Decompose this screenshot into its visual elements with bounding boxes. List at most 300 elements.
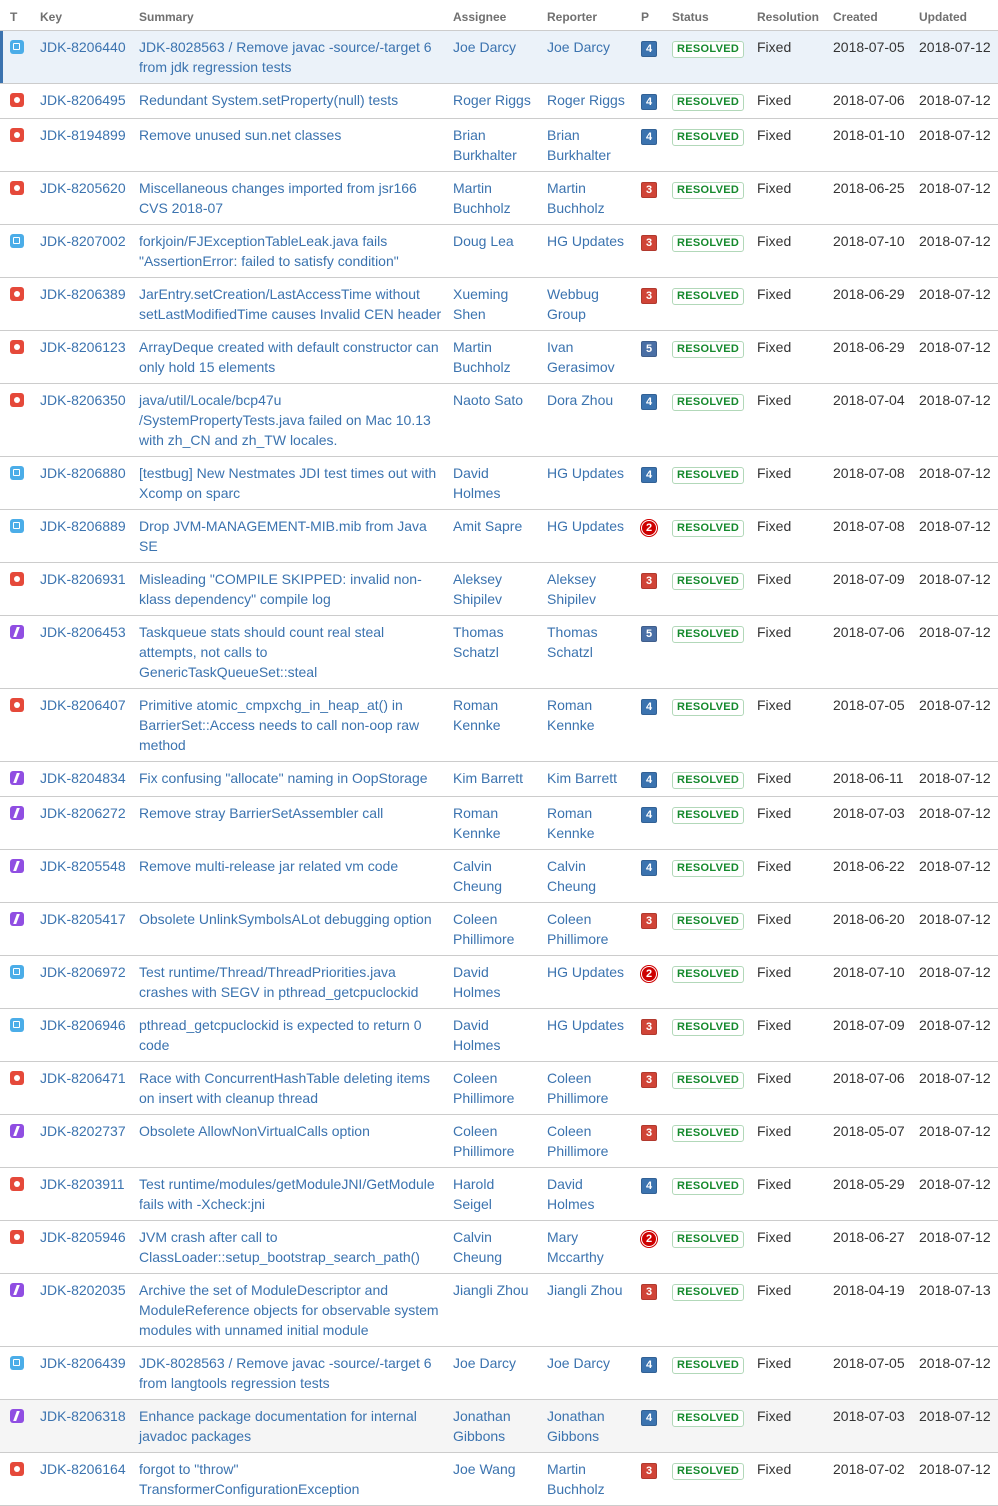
- status-badge: RESOLVED: [672, 1178, 744, 1195]
- created-cell: 2018-07-06: [827, 84, 913, 119]
- table-row[interactable]: [0, 457, 998, 510]
- bug-icon[interactable]: [10, 128, 24, 142]
- issue-key-link[interactable]: JDK-8206931: [40, 571, 126, 587]
- reporter-link[interactable]: Joe Darcy: [547, 39, 611, 55]
- column-header-priority[interactable]: P: [635, 0, 666, 31]
- created-cell: 2018-06-11: [827, 762, 913, 797]
- column-header-summary[interactable]: Summary: [133, 0, 447, 31]
- type-cell: [0, 1274, 34, 1347]
- type-cell: [0, 903, 34, 956]
- reporter-link[interactable]: Jiangli Zhou: [547, 1282, 623, 1298]
- bug-icon[interactable]: [10, 572, 24, 586]
- resolution-cell: Fixed: [751, 850, 827, 903]
- reporter-link[interactable]: HG Updates: [547, 233, 625, 249]
- assignee-link[interactable]: Brian Burkhalter: [453, 127, 517, 163]
- key-cell: [34, 616, 133, 689]
- assignee-link[interactable]: Joe Darcy: [453, 1355, 517, 1371]
- table-row[interactable]: [0, 850, 998, 903]
- issue-summary-link[interactable]: Test runtime/modules/getModuleJNI/GetModule fails with -Xcheck:jni: [139, 1176, 435, 1212]
- assignee-cell: [447, 903, 541, 956]
- table-row[interactable]: [0, 1168, 998, 1221]
- assignee-cell: [447, 278, 541, 331]
- assignee-link[interactable]: Kim Barrett: [453, 770, 524, 786]
- issue-summary-link[interactable]: Drop JVM-MANAGEMENT-MIB.mib from Java SE: [139, 518, 427, 554]
- issue-key-link[interactable]: JDK-8204834: [40, 770, 126, 786]
- issue-key-link[interactable]: JDK-8206880: [40, 465, 126, 481]
- subtask-icon[interactable]: [10, 912, 24, 926]
- subtask-icon[interactable]: [10, 1283, 24, 1297]
- issue-summary-link[interactable]: [testbug] New Nestmates JDI test times out with Xcomp on sparc: [139, 465, 437, 501]
- created-cell: 2018-06-29: [827, 278, 913, 331]
- table-row[interactable]: [0, 119, 998, 172]
- reporter-link[interactable]: Calvin Cheung: [547, 858, 597, 894]
- resolution-cell: Fixed: [751, 31, 827, 84]
- table-row[interactable]: [0, 278, 998, 331]
- updated-cell: 2018-07-12: [913, 331, 998, 384]
- resolution-cell: Fixed: [751, 797, 827, 850]
- reporter-link[interactable]: Martin Buchholz: [547, 1461, 605, 1497]
- issue-key-link[interactable]: JDK-8206272: [40, 805, 126, 821]
- issue-key-link[interactable]: JDK-8202737: [40, 1123, 126, 1139]
- issue-summary-link[interactable]: Primitive atomic_cmpxchg_in_heap_at() in BarrierSet::Access needs to call non-oop raw method: [139, 697, 420, 753]
- bug-icon[interactable]: [10, 340, 24, 354]
- resolution-cell: Fixed: [751, 172, 827, 225]
- issue-summary-link[interactable]: Archive the set of ModuleDescriptor and ModuleReference objects for observable system modules with unnamed initial module: [139, 1282, 439, 1338]
- enhancement-icon[interactable]: [10, 234, 24, 248]
- table-row[interactable]: [0, 1347, 998, 1400]
- summary-cell: [133, 1347, 447, 1400]
- issue-key-link[interactable]: JDK-8206471: [40, 1070, 126, 1086]
- table-row[interactable]: [0, 1274, 998, 1347]
- reporter-cell: [541, 797, 635, 850]
- created-cell: 2018-07-05: [827, 1347, 913, 1400]
- bug-icon[interactable]: [10, 1177, 24, 1191]
- resolution-cell: Fixed: [751, 903, 827, 956]
- summary-cell: [133, 1453, 447, 1506]
- summary-cell: [133, 1168, 447, 1221]
- reporter-cell: [541, 689, 635, 762]
- table-header-row: [0, 0, 998, 31]
- updated-cell: 2018-07-12: [913, 563, 998, 616]
- status-badge: RESOLVED: [672, 1019, 744, 1036]
- issue-summary-link[interactable]: forgot to "throw" TransformerConfigurationException: [139, 1461, 360, 1497]
- assignee-link[interactable]: Coleen Phillimore: [453, 911, 515, 947]
- summary-cell: [133, 850, 447, 903]
- summary-cell: [133, 563, 447, 616]
- table-row[interactable]: [0, 1115, 998, 1168]
- issue-summary-link[interactable]: Remove unused sun.net classes: [139, 127, 342, 143]
- summary-cell: [133, 119, 447, 172]
- column-header-status[interactable]: Status: [666, 0, 751, 31]
- issue-summary-link[interactable]: Taskqueue stats should count real steal attempts, not calls to GenericTaskQueueSet::steal: [139, 624, 385, 680]
- issue-summary-link[interactable]: Misleading "COMPILE SKIPPED: invalid non-klass dependency" compile log: [139, 571, 422, 607]
- updated-cell: 2018-07-12: [913, 84, 998, 119]
- reporter-link[interactable]: HG Updates: [547, 465, 625, 481]
- status-badge: RESOLVED: [672, 1125, 744, 1142]
- enhancement-icon[interactable]: [10, 466, 24, 480]
- type-cell: [0, 510, 34, 563]
- assignee-link[interactable]: Calvin Cheung: [453, 858, 503, 894]
- type-cell: [0, 762, 34, 797]
- priority-3-icon: 3: [641, 1019, 657, 1035]
- created-cell: 2018-07-03: [827, 797, 913, 850]
- assignee-link[interactable]: Jonathan Gibbons: [453, 1408, 511, 1444]
- summary-cell: [133, 331, 447, 384]
- reporter-link[interactable]: Aleksey Shipilev: [547, 571, 597, 607]
- reporter-link[interactable]: Coleen Phillimore: [547, 1070, 609, 1106]
- table-row[interactable]: [0, 1453, 998, 1506]
- resolution-cell: Fixed: [751, 1347, 827, 1400]
- bug-icon[interactable]: [10, 181, 24, 195]
- priority-cell: [635, 689, 666, 762]
- assignee-link[interactable]: Coleen Phillimore: [453, 1123, 515, 1159]
- issue-key-link[interactable]: JDK-8206440: [40, 39, 126, 55]
- reporter-cell: [541, 172, 635, 225]
- issue-key-link[interactable]: JDK-8205620: [40, 180, 126, 196]
- summary-cell: [133, 31, 447, 84]
- status-cell: [666, 616, 751, 689]
- updated-cell: 2018-07-12: [913, 956, 998, 1009]
- enhancement-icon[interactable]: [10, 1356, 24, 1370]
- issue-key-link[interactable]: JDK-8206889: [40, 518, 126, 534]
- status-cell: [666, 1062, 751, 1115]
- issue-summary-link[interactable]: ArrayDeque created with default constructor can only hold 15 elements: [139, 339, 439, 375]
- created-cell: 2018-07-09: [827, 563, 913, 616]
- table-row[interactable]: [0, 903, 998, 956]
- reporter-link[interactable]: Roman Kennke: [547, 697, 595, 733]
- priority-3-icon: 3: [641, 1072, 657, 1088]
- status-cell: [666, 510, 751, 563]
- issue-summary-link[interactable]: Remove multi-release jar related vm code: [139, 858, 399, 874]
- key-cell: [34, 1453, 133, 1506]
- priority-cell: [635, 1062, 666, 1115]
- bug-icon[interactable]: [10, 1071, 24, 1085]
- assignee-cell: [447, 563, 541, 616]
- reporter-link[interactable]: Roger Riggs: [547, 92, 625, 108]
- status-badge: RESOLVED: [672, 129, 744, 146]
- column-header-resolution[interactable]: Resolution: [751, 0, 827, 31]
- column-header-assignee[interactable]: Assignee: [447, 0, 541, 31]
- table-row[interactable]: [0, 384, 998, 457]
- status-badge: RESOLVED: [672, 860, 744, 877]
- updated-cell: 2018-07-12: [913, 903, 998, 956]
- issue-summary-link[interactable]: JDK-8028563 / Remove javac -source/-target 6 from langtools regression tests: [139, 1355, 432, 1391]
- issue-key-link[interactable]: JDK-8203911: [40, 1176, 125, 1192]
- bug-icon[interactable]: [10, 287, 24, 301]
- issue-key-link[interactable]: JDK-8206495: [40, 92, 126, 108]
- column-header-type[interactable]: T: [0, 0, 34, 31]
- assignee-cell: [447, 331, 541, 384]
- assignee-link[interactable]: Coleen Phillimore: [453, 1070, 515, 1106]
- updated-cell: 2018-07-13: [913, 1274, 998, 1347]
- priority-cell: [635, 903, 666, 956]
- issue-key-link[interactable]: JDK-8202035: [40, 1282, 126, 1298]
- enhancement-icon[interactable]: [10, 965, 24, 979]
- status-cell: [666, 1221, 751, 1274]
- priority-4-icon: 4: [641, 860, 657, 876]
- assignee-link[interactable]: Xueming Shen: [453, 286, 509, 322]
- priority-cell: [635, 457, 666, 510]
- type-cell: [0, 1062, 34, 1115]
- reporter-cell: [541, 850, 635, 903]
- created-cell: 2018-06-25: [827, 172, 913, 225]
- assignee-link[interactable]: Thomas Schatzl: [453, 624, 504, 660]
- issue-key-link[interactable]: JDK-8206389: [40, 286, 126, 302]
- assignee-link[interactable]: Harold Seigel: [453, 1176, 495, 1212]
- resolution-cell: Fixed: [751, 956, 827, 1009]
- reporter-link[interactable]: Thomas Schatzl: [547, 624, 598, 660]
- summary-cell: [133, 510, 447, 563]
- table-row[interactable]: [0, 1400, 998, 1453]
- summary-cell: [133, 1400, 447, 1453]
- issue-key-link[interactable]: JDK-8206318: [40, 1408, 126, 1424]
- bug-icon[interactable]: [10, 1462, 24, 1476]
- issue-key-link[interactable]: JDK-8206972: [40, 964, 126, 980]
- priority-3-icon: 3: [641, 1463, 657, 1479]
- reporter-cell: [541, 1062, 635, 1115]
- status-badge: RESOLVED: [672, 807, 744, 824]
- assignee-link[interactable]: Joe Darcy: [453, 39, 517, 55]
- assignee-cell: [447, 119, 541, 172]
- assignee-link[interactable]: Jiangli Zhou: [453, 1282, 529, 1298]
- priority-4-icon: 4: [641, 41, 657, 57]
- subtask-icon[interactable]: [10, 1124, 24, 1138]
- updated-cell: 2018-07-12: [913, 689, 998, 762]
- issue-summary-link[interactable]: Fix confusing "allocate" naming in OopStorage: [139, 770, 428, 786]
- column-header-reporter[interactable]: Reporter: [541, 0, 635, 31]
- issue-key-link[interactable]: JDK-8206407: [40, 697, 126, 713]
- table-row[interactable]: [0, 956, 998, 1009]
- assignee-link[interactable]: Roman Kennke: [453, 805, 501, 841]
- table-row[interactable]: [0, 689, 998, 762]
- subtask-icon[interactable]: [10, 806, 24, 820]
- reporter-link[interactable]: Brian Burkhalter: [547, 127, 611, 163]
- updated-cell: 2018-07-12: [913, 762, 998, 797]
- table-row[interactable]: [0, 762, 998, 797]
- column-header-key[interactable]: Key: [34, 0, 133, 31]
- reporter-cell: [541, 903, 635, 956]
- reporter-link[interactable]: Jonathan Gibbons: [547, 1408, 605, 1444]
- issue-key-link[interactable]: JDK-8205417: [40, 911, 126, 927]
- issue-summary-link[interactable]: pthread_getcpuclockid is expected to return 0 code: [139, 1017, 422, 1053]
- reporter-link[interactable]: Coleen Phillimore: [547, 1123, 609, 1159]
- priority-cell: [635, 119, 666, 172]
- assignee-cell: [447, 1347, 541, 1400]
- updated-cell: 2018-07-12: [913, 278, 998, 331]
- reporter-cell: [541, 278, 635, 331]
- priority-cell: [635, 384, 666, 457]
- assignee-cell: [447, 616, 541, 689]
- reporter-link[interactable]: Webbug Group: [547, 286, 599, 322]
- issue-summary-link[interactable]: java/util/Locale/bcp47u /SystemPropertyTests.java failed on Mac 10.13 with zh_CN and zh_TW locales.: [139, 392, 431, 448]
- bug-icon[interactable]: [10, 1230, 24, 1244]
- reporter-cell: [541, 956, 635, 1009]
- bug-icon[interactable]: [10, 93, 24, 107]
- reporter-link[interactable]: Dora Zhou: [547, 392, 614, 408]
- resolution-cell: Fixed: [751, 1400, 827, 1453]
- resolution-cell: Fixed: [751, 1062, 827, 1115]
- reporter-link[interactable]: Roman Kennke: [547, 805, 595, 841]
- issue-summary-link[interactable]: JarEntry.setCreation/LastAccessTime without setLastModifiedTime causes Invalid CEN header: [139, 286, 442, 322]
- enhancement-icon[interactable]: [10, 519, 24, 533]
- updated-cell: 2018-07-12: [913, 1009, 998, 1062]
- assignee-link[interactable]: David Holmes: [453, 964, 501, 1000]
- table-row[interactable]: [0, 616, 998, 689]
- key-cell: [34, 689, 133, 762]
- reporter-link[interactable]: David Holmes: [547, 1176, 595, 1212]
- issue-summary-link[interactable]: Obsolete UnlinkSymbolsALot debugging option: [139, 911, 432, 927]
- issue-summary-link[interactable]: forkjoin/FJExceptionTableLeak.java fails "AssertionError: failed to satisfy condition": [139, 233, 399, 269]
- key-cell: [34, 563, 133, 616]
- assignee-link[interactable]: Roman Kennke: [453, 697, 501, 733]
- assignee-link[interactable]: Aleksey Shipilev: [453, 571, 503, 607]
- priority-cell: [635, 1400, 666, 1453]
- priority-cell: [635, 1009, 666, 1062]
- status-cell: [666, 331, 751, 384]
- resolution-cell: Fixed: [751, 331, 827, 384]
- key-cell: [34, 1347, 133, 1400]
- reporter-link[interactable]: Kim Barrett: [547, 770, 618, 786]
- assignee-link[interactable]: Martin Buchholz: [453, 180, 511, 216]
- issue-summary-link[interactable]: Enhance package documentation for internal javadoc packages: [139, 1408, 417, 1444]
- subtask-icon[interactable]: [10, 859, 24, 873]
- key-cell: [34, 1168, 133, 1221]
- table-row[interactable]: [0, 172, 998, 225]
- assignee-cell: [447, 689, 541, 762]
- reporter-link[interactable]: Mary Mccarthy: [547, 1229, 604, 1265]
- created-cell: 2018-07-10: [827, 956, 913, 1009]
- assignee-link[interactable]: David Holmes: [453, 465, 501, 501]
- status-cell: [666, 1400, 751, 1453]
- assignee-link[interactable]: Martin Buchholz: [453, 339, 511, 375]
- issue-key-link[interactable]: JDK-8206350: [40, 392, 126, 408]
- reporter-cell: [541, 1221, 635, 1274]
- status-badge: RESOLVED: [672, 1357, 744, 1374]
- table-row[interactable]: [0, 563, 998, 616]
- bug-icon[interactable]: [10, 393, 24, 407]
- reporter-link[interactable]: Ivan Gerasimov: [547, 339, 615, 375]
- reporter-link[interactable]: Joe Darcy: [547, 1355, 611, 1371]
- resolution-cell: Fixed: [751, 1168, 827, 1221]
- issue-summary-link[interactable]: Miscellaneous changes imported from jsr166 CVS 2018-07: [139, 180, 417, 216]
- issue-summary-link[interactable]: Race with ConcurrentHashTable deleting items on insert with cleanup thread: [139, 1070, 431, 1106]
- type-cell: [0, 225, 34, 278]
- issue-summary-link[interactable]: Remove stray BarrierSetAssembler call: [139, 805, 384, 821]
- status-badge: RESOLVED: [672, 913, 744, 930]
- enhancement-icon[interactable]: [10, 40, 24, 54]
- status-badge: RESOLVED: [672, 341, 744, 358]
- key-cell: [34, 1009, 133, 1062]
- table-row[interactable]: [0, 510, 998, 563]
- reporter-link[interactable]: Martin Buchholz: [547, 180, 605, 216]
- reporter-link[interactable]: HG Updates: [547, 518, 625, 534]
- table-row[interactable]: [0, 1221, 998, 1274]
- assignee-link[interactable]: Roger Riggs: [453, 92, 531, 108]
- priority-3-icon: 3: [641, 182, 657, 198]
- assignee-link[interactable]: David Holmes: [453, 1017, 501, 1053]
- issue-key-link[interactable]: JDK-8206123: [40, 339, 126, 355]
- updated-cell: 2018-07-12: [913, 1347, 998, 1400]
- issue-key-link[interactable]: JDK-8206946: [40, 1017, 126, 1033]
- table-row[interactable]: [0, 84, 998, 119]
- priority-cell: [635, 331, 666, 384]
- issue-key-link[interactable]: JDK-8194899: [40, 127, 126, 143]
- created-cell: 2018-07-06: [827, 616, 913, 689]
- table-row[interactable]: [0, 331, 998, 384]
- assignee-link[interactable]: Doug Lea: [453, 233, 514, 249]
- issue-key-link[interactable]: JDK-8205946: [40, 1229, 126, 1245]
- updated-cell: 2018-07-12: [913, 1221, 998, 1274]
- status-badge: RESOLVED: [672, 182, 744, 199]
- key-cell: [34, 850, 133, 903]
- type-cell: [0, 1400, 34, 1453]
- subtask-icon[interactable]: [10, 625, 24, 639]
- issue-key-link[interactable]: JDK-8206453: [40, 624, 126, 640]
- status-cell: [666, 457, 751, 510]
- column-header-updated[interactable]: Updated: [913, 0, 998, 31]
- resolution-cell: Fixed: [751, 762, 827, 797]
- assignee-cell: [447, 172, 541, 225]
- issue-summary-link[interactable]: Redundant System.setProperty(null) tests: [139, 92, 399, 108]
- key-cell: [34, 1062, 133, 1115]
- resolution-cell: Fixed: [751, 1221, 827, 1274]
- subtask-icon[interactable]: [10, 771, 24, 785]
- issue-summary-link[interactable]: Test runtime/Thread/ThreadPriorities.java crashes with SEGV in pthread_getcpuclockid: [139, 964, 419, 1000]
- resolution-cell: Fixed: [751, 84, 827, 119]
- table-row[interactable]: [0, 31, 998, 84]
- key-cell: [34, 225, 133, 278]
- issue-key-link[interactable]: JDK-8205548: [40, 858, 126, 874]
- reporter-link[interactable]: HG Updates: [547, 964, 625, 980]
- issue-key-link[interactable]: JDK-8206164: [40, 1461, 126, 1477]
- summary-cell: [133, 616, 447, 689]
- priority-3-icon: 3: [641, 913, 657, 929]
- priority-cell: [635, 1115, 666, 1168]
- issue-summary-link[interactable]: JVM crash after call to ClassLoader::setup_bootstrap_search_path(): [139, 1229, 420, 1265]
- table-row[interactable]: [0, 1009, 998, 1062]
- table-row[interactable]: [0, 1062, 998, 1115]
- reporter-link[interactable]: HG Updates: [547, 1017, 625, 1033]
- key-cell: [34, 331, 133, 384]
- reporter-cell: [541, 563, 635, 616]
- status-badge: RESOLVED: [672, 94, 744, 111]
- subtask-icon[interactable]: [10, 1409, 24, 1423]
- issue-key-link[interactable]: JDK-8207002: [40, 233, 126, 249]
- bug-icon[interactable]: [10, 698, 24, 712]
- assignee-link[interactable]: Joe Wang: [453, 1461, 516, 1477]
- assignee-link[interactable]: Calvin Cheung: [453, 1229, 503, 1265]
- created-cell: 2018-07-02: [827, 1453, 913, 1506]
- issue-summary-link[interactable]: Obsolete AllowNonVirtualCalls option: [139, 1123, 370, 1139]
- issue-key-link[interactable]: JDK-8206439: [40, 1355, 126, 1371]
- priority-4-icon: 4: [641, 1178, 657, 1194]
- column-header-created[interactable]: Created: [827, 0, 913, 31]
- status-cell: [666, 1009, 751, 1062]
- status-badge: RESOLVED: [672, 394, 744, 411]
- enhancement-icon[interactable]: [10, 1018, 24, 1032]
- summary-cell: [133, 172, 447, 225]
- resolution-cell: Fixed: [751, 278, 827, 331]
- assignee-link[interactable]: Amit Sapre: [453, 518, 523, 534]
- table-row[interactable]: [0, 225, 998, 278]
- assignee-cell: [447, 1274, 541, 1347]
- assignee-link[interactable]: Naoto Sato: [453, 392, 524, 408]
- table-row[interactable]: [0, 797, 998, 850]
- type-cell: [0, 616, 34, 689]
- issue-summary-link[interactable]: JDK-8028563 / Remove javac -source/-target 6 from jdk regression tests: [139, 39, 432, 75]
- reporter-link[interactable]: Coleen Phillimore: [547, 911, 609, 947]
- reporter-cell: [541, 119, 635, 172]
